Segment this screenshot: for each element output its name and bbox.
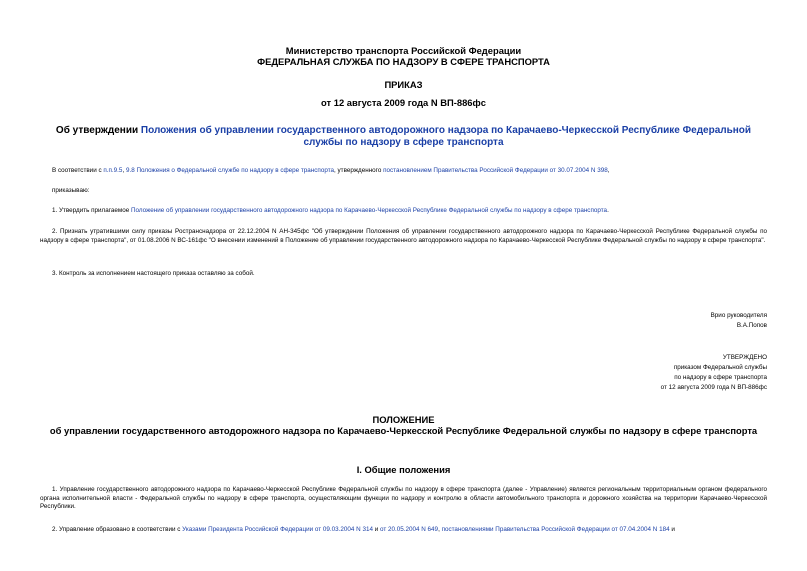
signature-name: В.А.Попов [736,322,767,329]
approved-line-3: по надзору в сфере транспорта [674,374,767,381]
item-1-link[interactable]: Положение об управлении государственного автодорожного надзора по Карачаево-Черкесской Республике Федеральной службы по надзору в сфере транспорта [130,207,608,214]
preamble-text-4: , [607,167,610,174]
regulation-para-2 [52,526,772,535]
approved-line-4: от 12 августа 2009 года N ВП-886фс [660,384,767,391]
order-item-1 [52,207,772,216]
para-2-text-3: , [438,526,442,533]
order-item-2: 2. Признать утратившими силу приказы Ространснадзора от 22.12.2004 N АН-345фс "Об утверждении Положения об управлении государственного автодорожного надзора по Карачаево-Черкесской Республике Федеральной службы по надзору в сфере транспорта", от 01.08.2006 N ВС-161фс "О внесении изменений в Положение об управлении государственного автодорожного надзора по Карачаево-Черкесской Республике Федеральной службы по надзору в сфере транспорта". [40,228,767,244]
title-prefix: Об утверждении [55,125,141,136]
approved-line-2: приказом Федеральной службы [673,364,767,371]
para-2-link-decrees[interactable]: Указами Президента Российской Федерации от 09.03.2004 N 314 [182,526,373,533]
service-name: ФЕДЕРАЛЬНАЯ СЛУЖБА ПО НАДЗОРУ В СФЕРЕ ТРАНСПОРТА [257,56,550,67]
document-title [40,125,767,149]
para-2-text-2: и [372,526,380,533]
para-2-link-resolutions[interactable]: постановлениями Правительства Российской Федерации от 07.04.2004 N 184 [441,526,670,533]
order-item-3: 3. Контроль за исполнением настоящего приказа оставляю за собой. [52,270,255,277]
preamble-text-2: , [122,167,126,174]
regulation-para-1: 1. Управление государственного автодорожного надзора по Карачаево-Черкесской Республике Федеральной службы по надзору в сфере транспорта (далее - Управление) является региональным территориальным органом федерального органа исполнительной власти - Федеральной службы по надзору в сфере транспорта, осуществляющим функции по надзору и контролю в области автомобильного транспорта и дорожного хозяйства на территории Карачаево-Черкесской Республики. [40,486,767,511]
item-1-end: . [607,207,609,214]
para-2-text-4: и [669,526,675,533]
section-1-heading: I. Общие положения [356,464,451,475]
preamble-link-resolution[interactable]: постановлением Правительства Российской Федерации от 30.07.2004 N 398 [383,167,608,174]
doc-type: ПРИКАЗ [384,79,423,90]
preamble-text-1: В соответствии с [52,167,104,174]
regulation-heading: ПОЛОЖЕНИЕ [372,414,435,425]
title-link[interactable]: Положения об управлении государственного автодорожного надзора по Карачаево-Черкесской Республике Федеральной службы по надзору в сфере транспорта [140,125,752,148]
regulation-subheading: об управлении государственного автодорожного надзора по Карачаево-Черкесской Республике Федеральной службы по надзору в сфере транспорта [49,425,758,436]
preamble [52,167,772,176]
approved-label: УТВЕРЖДЕНО [722,354,767,361]
preamble-link-clauses[interactable]: п.п.9.5 [103,167,123,174]
para-2-text-1: 2. Управление образовано в соответствии с [52,526,183,533]
doc-date-number: от 12 августа 2009 года N ВП-886фс [321,97,486,108]
preamble-link-regulation[interactable]: 9.8 Положения о Федеральной службе по надзору в сфере транспорта [125,167,335,174]
order-word: приказываю: [52,187,90,194]
item-1-text: 1. Утвердить прилагаемое [52,207,131,214]
ministry-name: Министерство транспорта Российской Федерации [285,45,522,56]
para-2-link-decree-649[interactable]: от 20.05.2004 N 649 [379,526,439,533]
signature-position: Врио руководителя [710,312,767,319]
preamble-text-3: , утвержденного [334,167,384,174]
